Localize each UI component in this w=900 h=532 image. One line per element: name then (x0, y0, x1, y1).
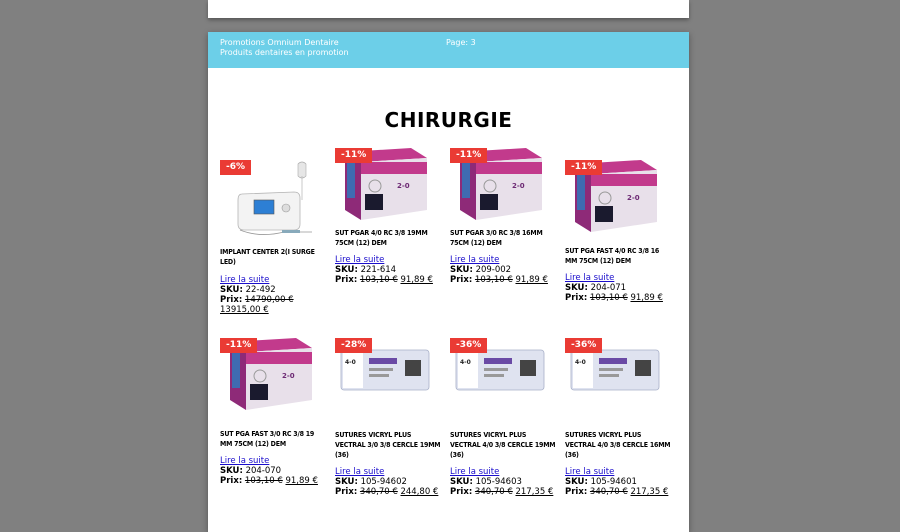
old-price: 103,10 € (359, 275, 398, 285)
old-price: 103,10 € (244, 476, 283, 486)
previous-page-bottom (208, 0, 689, 18)
svg-text:2-0: 2-0 (397, 182, 410, 190)
document-page (208, 32, 689, 532)
suture-box-icon (450, 148, 550, 214)
product-card (335, 338, 443, 497)
product-card (220, 160, 328, 315)
product-price: Prix: 340,70 € 217,35 € (565, 487, 669, 497)
product-sku: SKU: 204-070 (220, 466, 282, 476)
product-price: Prix: 103,10 € 91,89 € (565, 293, 663, 303)
product-sku: SKU: 209-002 (450, 265, 512, 275)
read-more-link[interactable]: Lire la suite (450, 467, 500, 477)
svg-text:4-0: 4-0 (575, 359, 586, 366)
discount-badge: -6% (220, 160, 251, 175)
product-name: SUT PGA FAST 3/0 RC 3/8 19 MM 75CM (12) DEM (220, 430, 315, 448)
suture-box-icon (220, 338, 320, 404)
product-card (335, 148, 443, 285)
suture-packet-icon (450, 338, 550, 404)
suture-packet-icon (335, 338, 435, 404)
product-card (220, 338, 328, 486)
product-card (565, 338, 673, 497)
product-sku: SKU: 105-94603 (450, 477, 522, 487)
product-price: Prix: 340,70 € 217,35 € (450, 487, 554, 497)
discount-badge: -36% (565, 338, 602, 353)
old-price: 103,10 € (589, 293, 628, 303)
product-name: SUTURES VICRYL PLUS VECTRAL 4/0 3/8 CERCLE 16MM (36) (565, 431, 671, 459)
product-sku: SKU: 204-071 (565, 283, 627, 293)
new-price: 91,89 € (400, 275, 433, 285)
svg-text:2-0: 2-0 (282, 372, 295, 380)
page-header (208, 32, 689, 68)
product-name: SUTURES VICRYL PLUS VECTRAL 3/0 3/8 CERCLE 19MM (36) (335, 431, 441, 459)
product-card (450, 338, 558, 497)
new-price: 217,35 € (630, 487, 669, 497)
new-price: 91,89 € (515, 275, 548, 285)
old-price: 340,70 € (359, 487, 398, 497)
product-sku: SKU: 105-94601 (565, 477, 637, 487)
svg-text:2-0: 2-0 (512, 182, 525, 190)
product-card (565, 160, 673, 303)
product-sku: SKU: 22-492 (220, 285, 276, 295)
product-name: SUT PGAR 4/0 RC 3/8 19MM 75CM (12) DEM (335, 229, 428, 247)
page-number: Page: 3 (446, 38, 476, 47)
product-price: Prix: 14790,00 € 13915,00 € (220, 295, 294, 315)
suture-box-icon (335, 148, 435, 214)
old-price: 14790,00 € (244, 295, 294, 305)
suture-box-icon (565, 160, 665, 226)
svg-text:4-0: 4-0 (460, 359, 471, 366)
new-price: 217,35 € (515, 487, 554, 497)
implant-device-icon (220, 160, 320, 226)
old-price: 340,70 € (589, 487, 628, 497)
header-title: Promotions Omnium Dentaire (220, 38, 339, 47)
product-price: Prix: 103,10 € 91,89 € (335, 275, 433, 285)
product-price: Prix: 340,70 € 244,80 € (335, 487, 439, 497)
read-more-link[interactable]: Lire la suite (450, 255, 500, 265)
product-sku: SKU: 221-614 (335, 265, 397, 275)
product-name: SUTURES VICRYL PLUS VECTRAL 4/0 3/8 CERCLE 19MM (36) (450, 431, 556, 459)
old-price: 103,10 € (474, 275, 513, 285)
header-subtitle: Produits dentaires en promotion (220, 48, 349, 57)
section-title: CHIRURGIE (384, 108, 513, 132)
read-more-link[interactable]: Lire la suite (565, 467, 615, 477)
read-more-link[interactable]: Lire la suite (565, 273, 615, 283)
product-name: SUT PGAR 3/0 RC 3/8 16MM 75CM (12) DEM (450, 229, 543, 247)
new-price: 91,89 € (285, 476, 318, 486)
discount-badge: -36% (450, 338, 487, 353)
read-more-link[interactable]: Lire la suite (220, 456, 270, 466)
discount-badge: -11% (450, 148, 487, 163)
discount-badge: -11% (220, 338, 257, 353)
product-name: IMPLANT CENTER 2(I SURGE LED) (220, 248, 315, 266)
svg-text:2-0: 2-0 (627, 194, 640, 202)
new-price: 13915,00 € (220, 305, 269, 315)
read-more-link[interactable]: Lire la suite (335, 255, 385, 265)
product-card (450, 148, 558, 285)
product-price: Prix: 103,10 € 91,89 € (220, 476, 318, 486)
svg-text:4-0: 4-0 (345, 359, 356, 366)
new-price: 91,89 € (630, 293, 663, 303)
read-more-link[interactable]: Lire la suite (220, 275, 270, 285)
read-more-link[interactable]: Lire la suite (335, 467, 385, 477)
suture-packet-icon (565, 338, 665, 404)
new-price: 244,80 € (400, 487, 439, 497)
discount-badge: -11% (565, 160, 602, 175)
discount-badge: -11% (335, 148, 372, 163)
product-price: Prix: 103,10 € 91,89 € (450, 275, 548, 285)
discount-badge: -28% (335, 338, 372, 353)
product-sku: SKU: 105-94602 (335, 477, 407, 487)
old-price: 340,70 € (474, 487, 513, 497)
product-name: SUT PGA FAST 4/0 RC 3/8 16 MM 75CM (12) DEM (565, 247, 660, 265)
